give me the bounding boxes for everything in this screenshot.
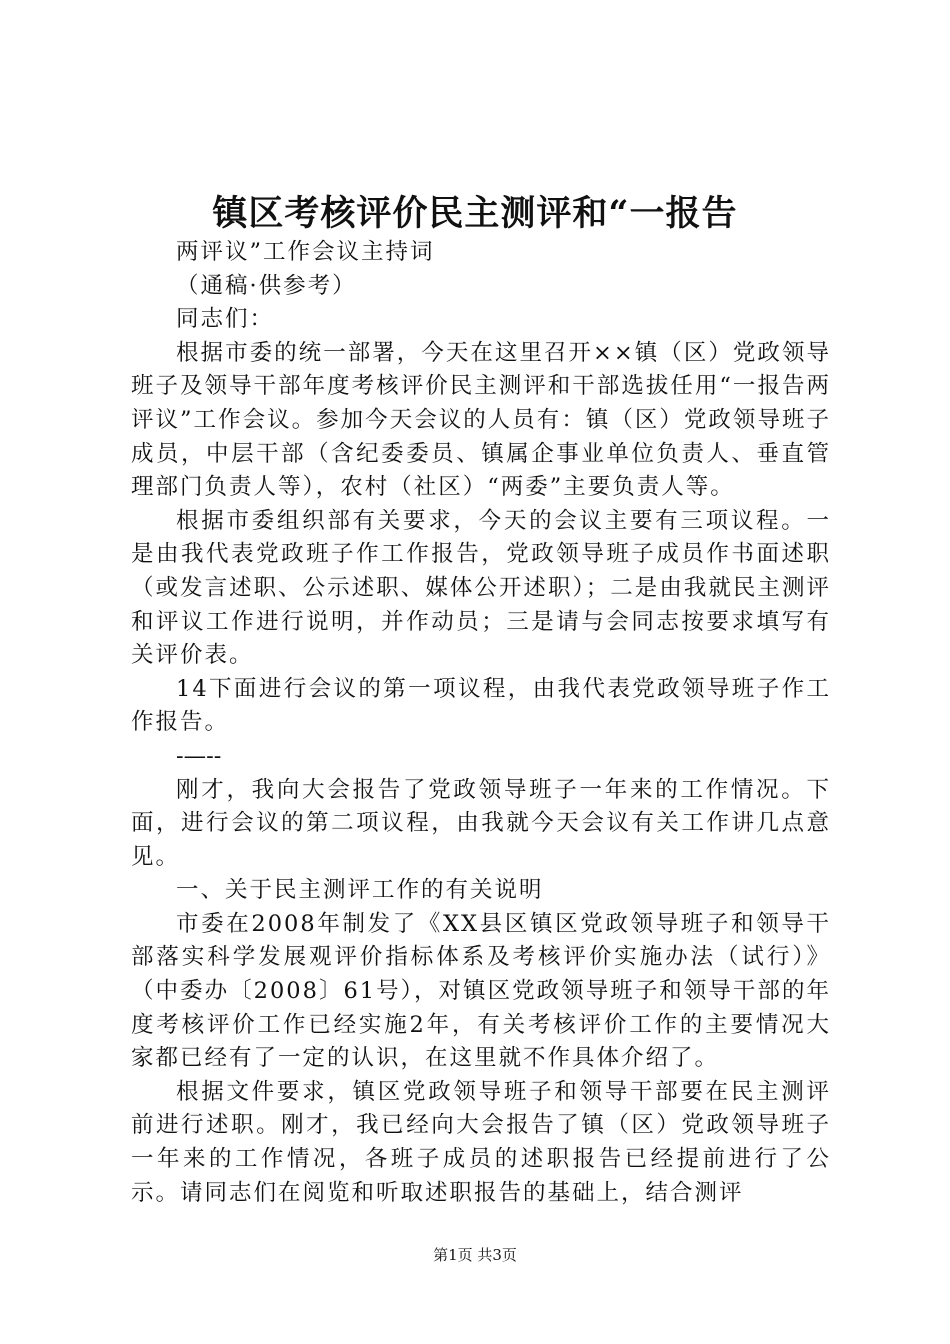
document-body [131,236,831,1210]
paragraph-background: 市委在2008年制发了《XX县区镇区党政领导班子和领导干部落实科学发展观评价指标体系及考核评价实施办法（试行）》（中委办〔2008〕61号），对镇区党政领导班子和领导干部的年度考核评价工作已经实施2年，有关考核评价工作的主要情况大家都已经有了一定的认识，在这里就不作具体介绍了。 [131,910,831,1072]
paragraph-agenda: 根据市委组织部有关要求，今天的会议主要有三项议程。一是由我代表党政班子作工作报告，党政领导班子成员作书面述职（或发言述职、公示述职、媒体公开述职）；二是由我就民主测评和评议工作进行说明，并作动员；三是请与会同志按要求填写有关评价表。 [131,507,831,669]
separator-line: -—-- [176,742,222,769]
page-number: 第1页 共3页 [433,1246,517,1264]
salutation: 同志们： [176,306,275,333]
paragraph-first-item: 14下面进行会议的第一项议程，由我代表党政领导班子作工作报告。 [131,675,831,736]
section-heading: 一、关于民主测评工作的有关说明 [176,877,544,904]
document-title: 镇区考核评价民主测评和“一报告 [212,193,738,234]
paragraph-intro: 根据市委的统一部署，今天在这里召开××镇（区）党政领导班子及领导干部年度考核评价民主测评和干部选拔任用“一报告两评议”工作会议。参加今天会议的人员有：镇（区）党政领导班子成员，中层干部（含纪委委员、镇属企事业单位负责人、垂直管理部门负责人等），农村（社区）“两委”主要负责人等。 [131,339,831,501]
paragraph-requirements: 根据文件要求，镇区党政领导班子和领导干部要在民主测评前进行述职。刚才，我已经向大会报告了镇（区）党政领导班子一年来的工作情况，各班子成员的述职报告已经提前进行了公示。请同志们在阅览和听取述职报告的基础上，结合测评 [131,1078,831,1206]
paragraph-second-item: 刚才，我向大会报告了党政领导班子一年来的工作情况。下面，进行会议的第二项议程，由我就今天会议有关工作讲几点意见。 [131,776,831,870]
note-line: （通稿·供参考） [176,272,357,299]
subtitle-line: 两评议”工作会议主持词 [176,239,435,265]
